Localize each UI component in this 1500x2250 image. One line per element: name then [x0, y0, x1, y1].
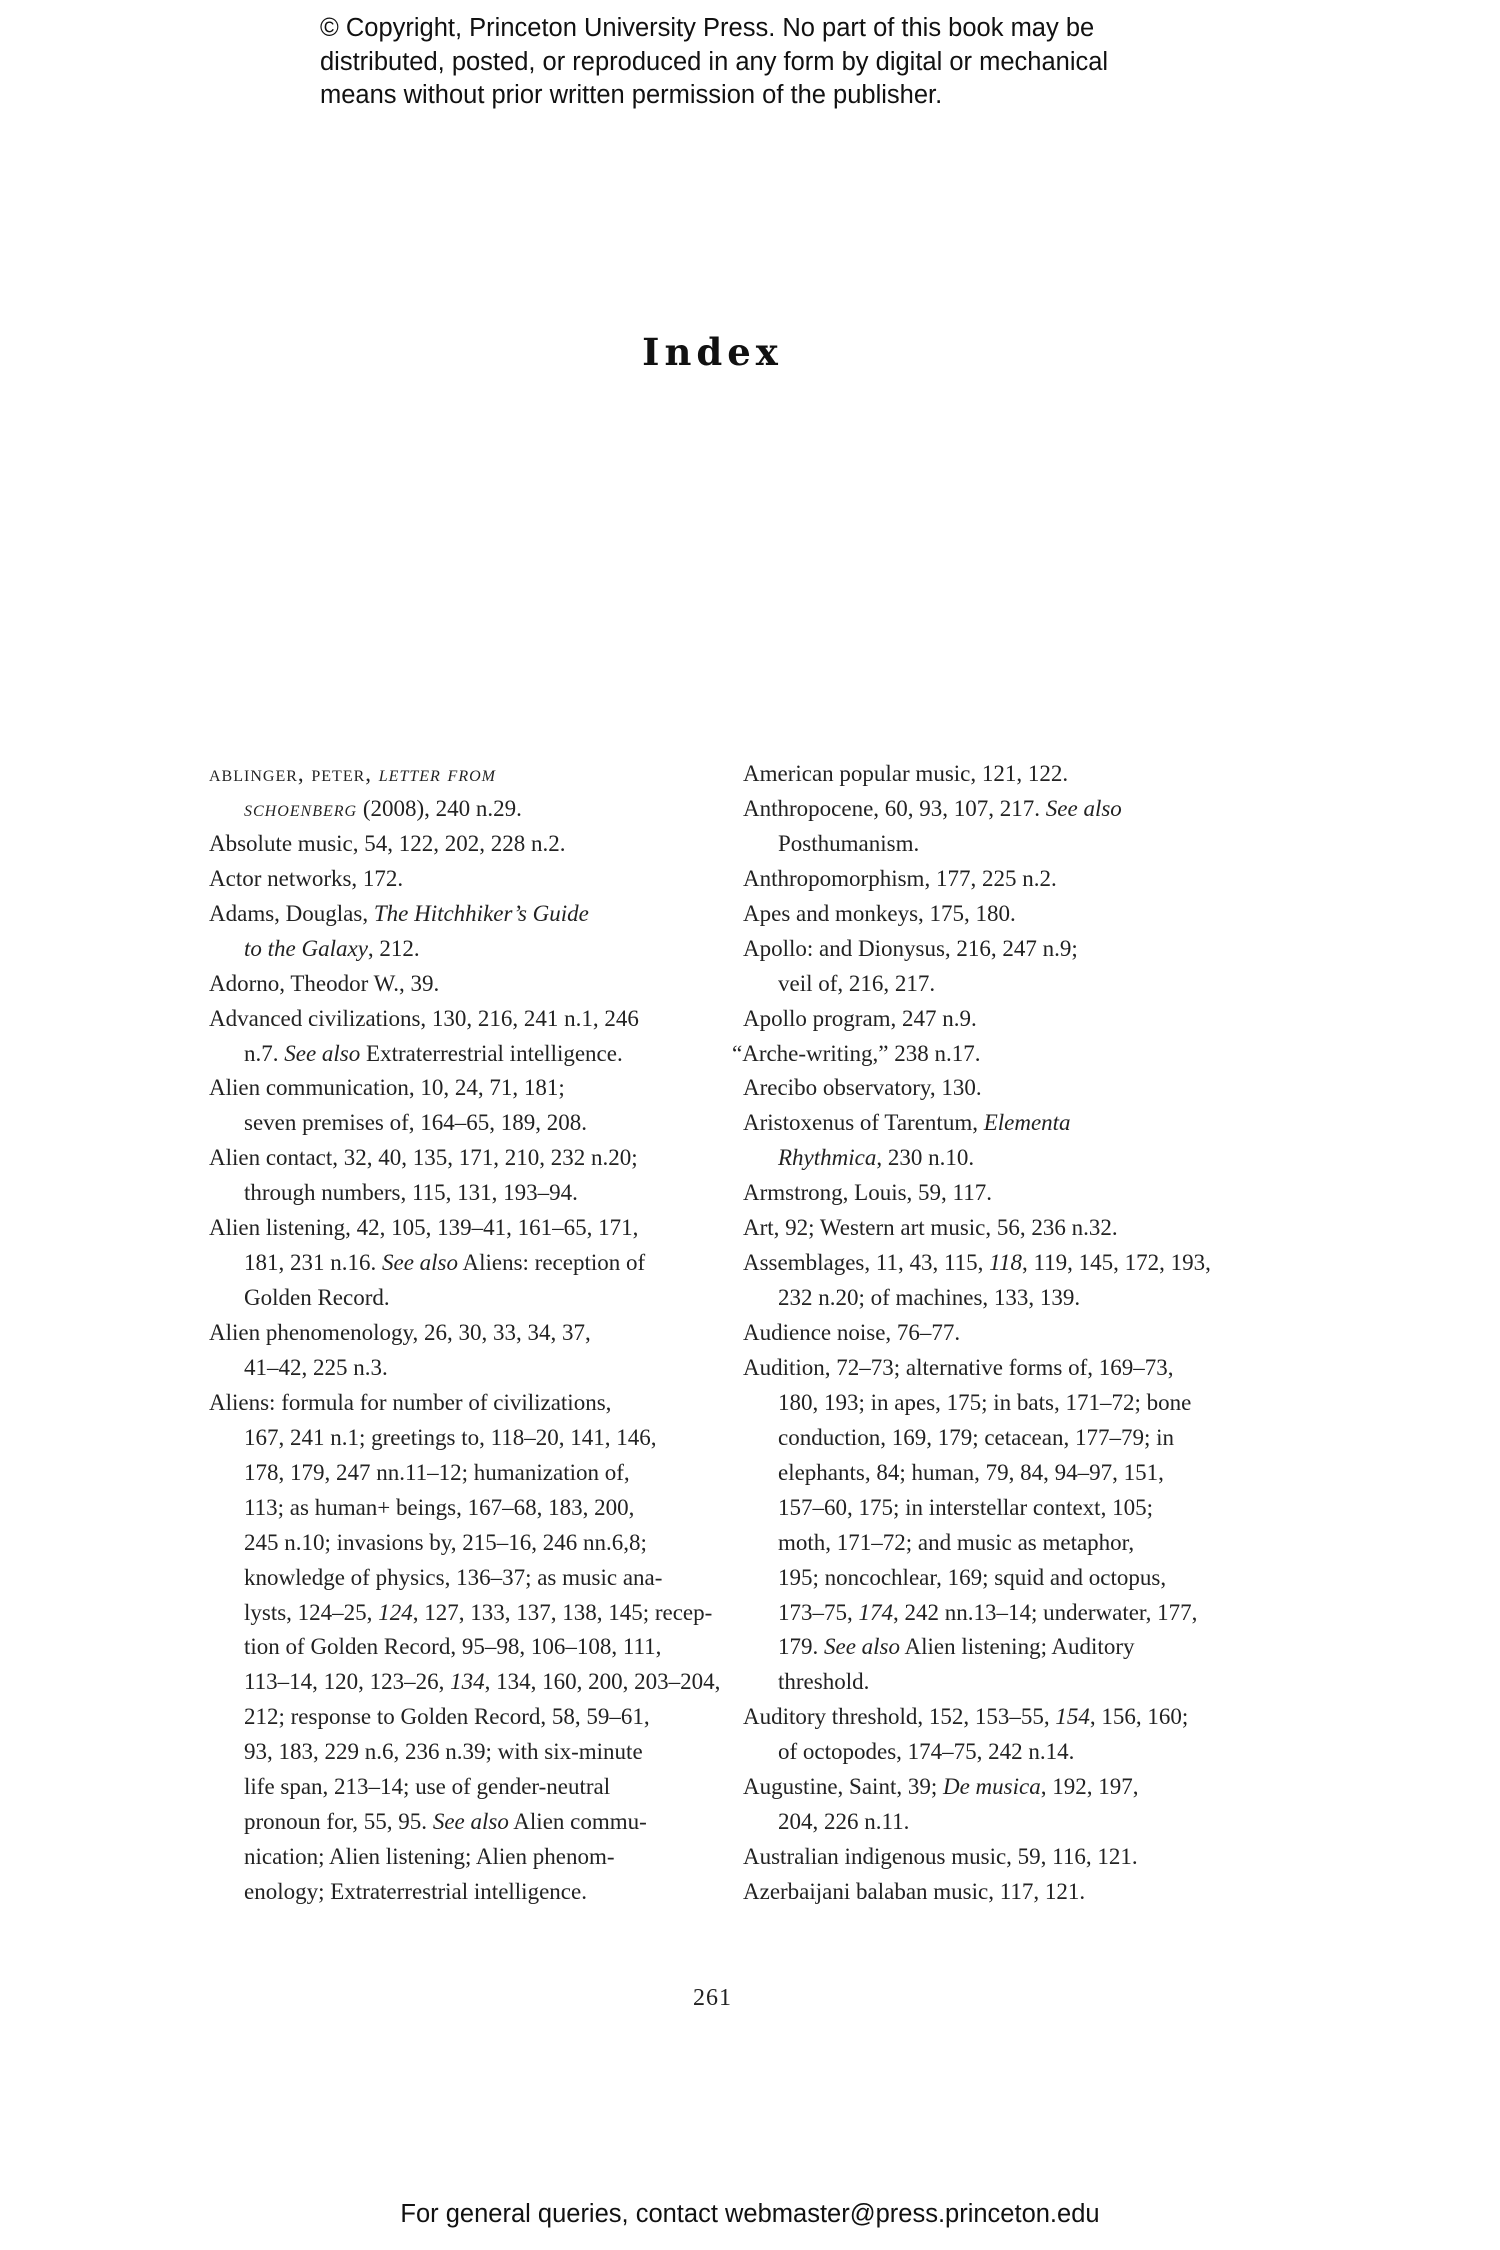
- entry-text: 113–14, 120, 123–26,: [244, 1669, 451, 1695]
- index-subline: [743, 1596, 1211, 1631]
- index-entry-line: [209, 897, 720, 932]
- entry-text: nication; Alien listening; Alien phenom-: [244, 1844, 615, 1870]
- entry-text: of octopodes, 174–75, 242 n.14.: [778, 1739, 1075, 1765]
- index-subline: [209, 1700, 720, 1735]
- index-entry-line: [743, 897, 1211, 932]
- entry-text: , 242 nn.13–14; underwater, 177,: [893, 1599, 1198, 1625]
- entry-text: Posthumanism.: [778, 830, 920, 856]
- index-subline: [209, 1665, 720, 1700]
- italic-text: 174: [858, 1599, 893, 1625]
- index-entry-line: [743, 792, 1211, 827]
- entry-text: , 156, 160;: [1089, 1704, 1189, 1730]
- italic-text: The Hitchhiker’s Guide: [373, 900, 589, 926]
- page-title: Index: [642, 330, 783, 374]
- index-subline: [209, 1491, 720, 1526]
- entry-text: Absolute music, 54, 122, 202, 228 n.2.: [209, 830, 566, 856]
- entry-text: , 230 n.10.: [876, 1145, 975, 1171]
- entry-text: conduction, 169, 179; cetacean, 177–79; in: [778, 1424, 1175, 1450]
- index-subline: [209, 1875, 720, 1910]
- index-entry-line: [743, 757, 1211, 792]
- index-subline: [209, 1561, 720, 1596]
- index-entry-line: [209, 757, 720, 792]
- index-subline: [209, 932, 720, 967]
- entry-text: , 134, 160, 200, 203–204,: [484, 1669, 721, 1695]
- entry-text: Extraterrestrial intelligence.: [360, 1040, 623, 1066]
- entry-text: Audition, 72–73; alternative forms of, 169–73,: [743, 1354, 1174, 1380]
- entry-text: pronoun for, 55, 95.: [244, 1809, 433, 1835]
- entry-text: Apes and monkeys, 175, 180.: [743, 900, 1016, 926]
- entry-text: Golden Record.: [244, 1285, 390, 1311]
- index-subline: [209, 1176, 720, 1211]
- index-entry-line: [743, 1700, 1211, 1735]
- copyright-line: © Copyright, Princeton University Press. No part of this book may be: [320, 14, 1095, 42]
- entry-text: Armstrong, Louis, 59, 117.: [743, 1180, 992, 1206]
- entry-text: , 127, 133, 137, 138, 145; recep-: [412, 1599, 713, 1625]
- page-number: 261: [693, 1985, 732, 2011]
- entry-text: Aliens: reception of: [458, 1250, 646, 1276]
- entry-text: 167, 241 n.1; greetings to, 118–20, 141, 146,: [244, 1424, 657, 1450]
- index-subline: [209, 1596, 720, 1631]
- index-subline: [743, 967, 1211, 1002]
- entry-text: Advanced civilizations, 130, 216, 241 n.1, 246: [209, 1005, 639, 1031]
- entry-text: Alien commu-: [508, 1809, 647, 1835]
- index-subline: [209, 1840, 720, 1875]
- entry-text: Art, 92; Western art music, 56, 236 n.32.: [743, 1215, 1118, 1241]
- index-subline: [743, 1561, 1211, 1596]
- entry-text: Audience noise, 76–77.: [743, 1320, 961, 1345]
- index-entry-line: [743, 932, 1211, 967]
- index-subline: [209, 1630, 720, 1665]
- entry-text: Adorno, Theodor W., 39.: [209, 970, 440, 996]
- index-subline: [209, 1770, 720, 1805]
- entry-text: Assemblages, 11, 43, 115,: [743, 1250, 990, 1276]
- italic-text: 154: [1055, 1704, 1090, 1730]
- entry-text: Alien phenomenology, 26, 30, 33, 34, 37,: [209, 1320, 591, 1345]
- index-entry-line: [209, 1386, 720, 1421]
- entry-text: knowledge of physics, 136–37; as music ana-: [244, 1564, 663, 1590]
- entry-text: n.7.: [244, 1040, 285, 1066]
- italic-text: See also: [824, 1634, 901, 1660]
- index-entry-line: [209, 1071, 720, 1106]
- entry-text: 245 n.10; invasions by, 215–16, 246 nn.6,8;: [244, 1529, 647, 1555]
- entry-text: , 192, 197,: [1040, 1774, 1139, 1800]
- index-subline: [743, 1281, 1211, 1316]
- entry-text: veil of, 216, 217.: [778, 970, 936, 996]
- italic-text: Elementa: [983, 1110, 1071, 1136]
- index-entry-line: [209, 1316, 720, 1351]
- entry-text: Adams, Douglas,: [209, 900, 374, 926]
- entry-text: “Arche-writing,” 238 n.17.: [732, 1040, 981, 1066]
- index-entry-line: [743, 1246, 1211, 1281]
- index-subline: [209, 1037, 720, 1072]
- index-subline: [209, 1805, 720, 1840]
- entry-text: 195; noncochlear, 169; squid and octopus,: [778, 1564, 1167, 1590]
- entry-text: lysts, 124–25,: [244, 1599, 379, 1625]
- index-column-right: [732, 757, 1211, 1910]
- copyright-notice: [320, 12, 1108, 113]
- italic-text: 124: [378, 1599, 413, 1625]
- index-subline: [209, 1526, 720, 1561]
- entry-text: Augustine, Saint, 39;: [743, 1774, 943, 1800]
- entry-text: 113; as human+ beings, 167–68, 183, 200,: [244, 1494, 635, 1520]
- index-subline: [209, 1456, 720, 1491]
- entry-text: Anthropocene, 60, 93, 107, 217.: [743, 795, 1046, 821]
- entry-text: Alien communication, 10, 24, 71, 181;: [209, 1075, 565, 1101]
- entry-text: Actor networks, 172.: [209, 865, 404, 891]
- index-subline: [743, 1386, 1211, 1421]
- index-subline: [743, 1141, 1211, 1176]
- entry-text: through numbers, 115, 131, 193–94.: [244, 1180, 578, 1206]
- index-entry-line: [209, 862, 720, 897]
- index-subline: [743, 1491, 1211, 1526]
- entry-text: Arecibo observatory, 130.: [743, 1075, 982, 1101]
- italic-text: See also: [432, 1809, 509, 1835]
- index-entry-line: [743, 1840, 1211, 1875]
- footer-contact: For general queries, contact webmaster@press.princeton.edu: [400, 2200, 1100, 2228]
- entry-text: Apollo: and Dionysus, 216, 247 n.9;: [743, 935, 1078, 961]
- italic-text: De musica: [942, 1774, 1041, 1800]
- entry-text: 173–75,: [778, 1599, 859, 1625]
- index-subline: [743, 1805, 1211, 1840]
- italic-text: See also: [382, 1250, 459, 1276]
- index-subline: [743, 1456, 1211, 1491]
- italic-text: 134: [450, 1669, 485, 1695]
- copyright-line: means without prior written permission of the publisher.: [320, 81, 943, 109]
- index-column-left: [209, 757, 720, 1910]
- index-subline: [743, 1665, 1211, 1700]
- index-entry-line: [209, 1211, 720, 1246]
- index-subline: [743, 1630, 1211, 1665]
- index-subline: [209, 1246, 720, 1281]
- entry-text: 93, 183, 229 n.6, 236 n.39; with six-minute: [244, 1739, 643, 1765]
- index-entry-line: [743, 1875, 1211, 1910]
- entry-text: , 212.: [367, 935, 420, 961]
- entry-text: , 119, 145, 172, 193,: [1021, 1250, 1211, 1276]
- entry-text: Aristoxenus of Tarentum,: [743, 1110, 984, 1136]
- index-entry-line: [743, 1316, 1211, 1351]
- index-subline: [209, 792, 720, 827]
- index-entry-line: [743, 1351, 1211, 1386]
- index-entry-line: [209, 1002, 720, 1037]
- italic-text: to the Galaxy: [244, 935, 368, 961]
- index-entry-line: [743, 1002, 1211, 1037]
- entry-text: 232 n.20; of machines, 133, 139.: [778, 1285, 1081, 1311]
- entry-text: ablinger, peter,: [209, 761, 379, 786]
- index-entry-line: [209, 967, 720, 1002]
- entry-text: 181, 231 n.16.: [244, 1250, 382, 1276]
- index-entry-line: [743, 1211, 1211, 1246]
- entry-text: 178, 179, 247 nn.11–12; humanization of,: [244, 1459, 630, 1485]
- italic-text: 118: [989, 1250, 1022, 1276]
- italic-text: letter from: [378, 761, 496, 786]
- index-subline: [209, 1106, 720, 1141]
- copyright-line: distributed, posted, or reproduced in any form by digital or mechanical: [320, 47, 1109, 76]
- entry-text: seven premises of, 164–65, 189, 208.: [244, 1110, 588, 1136]
- entry-text: Alien contact, 32, 40, 135, 171, 210, 232 n.20;: [209, 1145, 638, 1171]
- entry-text: Apollo program, 247 n.9.: [743, 1005, 977, 1031]
- italic-text: See also: [284, 1040, 361, 1066]
- entry-text: 179.: [778, 1634, 824, 1660]
- index-subline: [209, 1421, 720, 1456]
- index-entry-line: [743, 1770, 1211, 1805]
- entry-text: threshold.: [778, 1669, 870, 1695]
- entry-text: Anthropomorphism, 177, 225 n.2.: [743, 865, 1057, 891]
- index-subline: [743, 1735, 1211, 1770]
- entry-text: Auditory threshold, 152, 153–55,: [743, 1704, 1056, 1730]
- index-entry-line: [732, 1037, 1211, 1072]
- entry-text: moth, 171–72; and music as metaphor,: [778, 1529, 1135, 1555]
- index-entry-line: [209, 827, 720, 862]
- entry-text: (2008), 240 n.29.: [357, 795, 522, 821]
- index-entry-line: [743, 1176, 1211, 1211]
- italic-text: schoenberg: [244, 795, 358, 821]
- entry-text: elephants, 84; human, 79, 84, 94–97, 151,: [778, 1459, 1164, 1485]
- index-subline: [209, 1735, 720, 1770]
- italic-text: See also: [1045, 795, 1122, 821]
- italic-text: Rhythmica: [778, 1145, 877, 1171]
- entry-text: 204, 226 n.11.: [778, 1809, 910, 1835]
- entry-text: enology; Extraterrestrial intelligence.: [244, 1879, 587, 1904]
- entry-text: Australian indigenous music, 59, 116, 121.: [743, 1844, 1138, 1870]
- index-entry-line: [743, 1071, 1211, 1106]
- entry-text: 157–60, 175; in interstellar context, 105;: [778, 1494, 1153, 1520]
- index-subline: [743, 1526, 1211, 1561]
- entry-text: tion of Golden Record, 95–98, 106–108, 111,: [244, 1634, 662, 1660]
- index-subline: [743, 827, 1211, 862]
- index-subline: [743, 1421, 1211, 1456]
- entry-text: Alien listening, 42, 105, 139–41, 161–65, 171,: [209, 1215, 639, 1241]
- index-subline: [209, 1281, 720, 1316]
- entry-text: life span, 213–14; use of gender-neutral: [244, 1774, 611, 1800]
- index-subline: [209, 1351, 720, 1386]
- index-entry-line: [743, 1106, 1211, 1141]
- entry-text: Alien listening; Auditory: [900, 1634, 1135, 1660]
- index-entry-line: [209, 1141, 720, 1176]
- entry-text: 212; response to Golden Record, 58, 59–61,: [244, 1704, 650, 1730]
- entry-text: Aliens: formula for number of civilizations,: [209, 1389, 612, 1415]
- entry-text: American popular music, 121, 122.: [743, 761, 1069, 786]
- entry-text: 180, 193; in apes, 175; in bats, 171–72; bone: [778, 1389, 1192, 1415]
- entry-text: Azerbaijani balaban music, 117, 121.: [743, 1879, 1086, 1904]
- entry-text: 41–42, 225 n.3.: [244, 1354, 388, 1380]
- index-entry-line: [743, 862, 1211, 897]
